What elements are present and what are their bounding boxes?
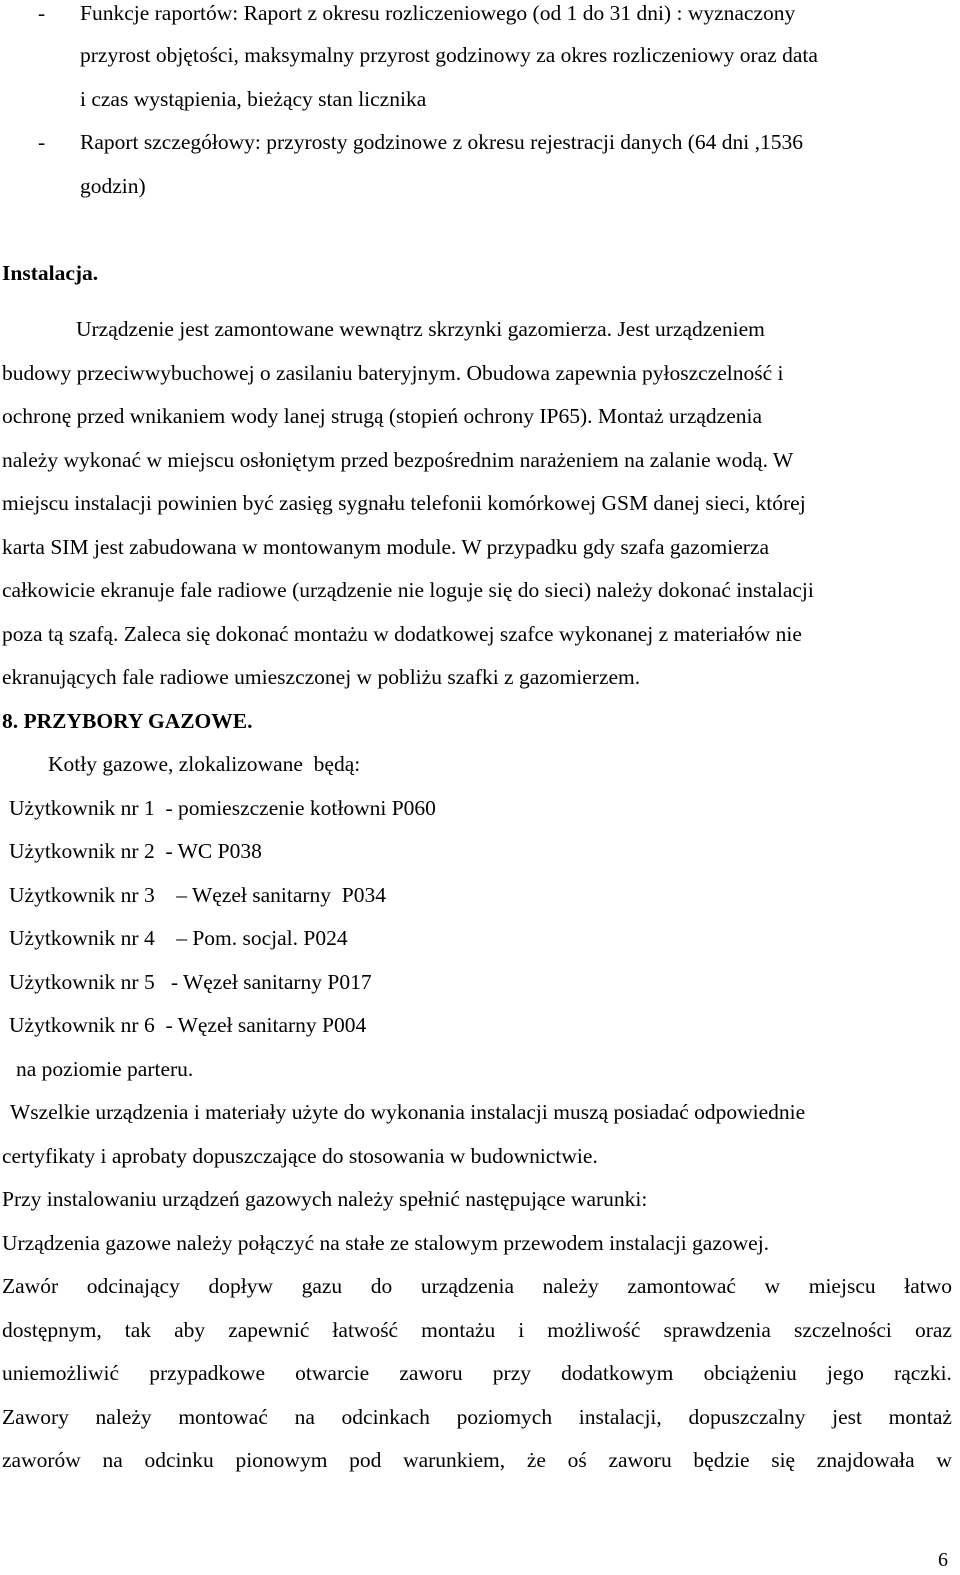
word: zamontować <box>627 1274 736 1298</box>
word: zaworów <box>2 1448 81 1472</box>
word: urządzenia <box>420 1274 514 1298</box>
word: sprawdzenia <box>663 1318 771 1342</box>
word: pionowym <box>235 1448 328 1472</box>
conditions-intro: Przy instalowaniu urządzeń gazowych należy spełnić następujące warunki: <box>2 1187 648 1211</box>
word: możliwość <box>547 1318 641 1342</box>
bullet-1-line-2: przyrost objętości, maksymalny przyrost godzinowy za okres rozliczeniowy oraz data <box>80 43 818 67</box>
word: się <box>771 1448 796 1472</box>
word: pod <box>349 1448 382 1472</box>
word: Zawór <box>2 1274 59 1298</box>
word: otwarcie <box>295 1361 370 1385</box>
word: i <box>518 1318 525 1342</box>
boilers-intro: Kotły gazowe, zlokalizowane będą: <box>48 752 361 776</box>
word: zapewnić <box>228 1318 310 1342</box>
section-heading-installation: Instalacja. <box>2 261 99 285</box>
word: znajdowała <box>816 1448 915 1472</box>
bullet-1-line-3: i czas wystąpienia, bieżący stan licznika <box>80 87 427 111</box>
installation-line-2: budowy przeciwwybuchowej o zasilaniu bateryjnym. Obudowa zapewnia pyłoszczelność i <box>2 361 784 385</box>
valve-line-1 <box>2 1273 952 1299</box>
word: należy <box>95 1405 152 1429</box>
word: obciążeniu <box>703 1361 797 1385</box>
word: oraz <box>914 1318 952 1342</box>
word: zaworu <box>399 1361 463 1385</box>
word: dopuszczalny <box>688 1405 806 1429</box>
word: oś <box>567 1448 587 1472</box>
word: uniemożliwić <box>2 1361 120 1385</box>
word: jego <box>826 1361 864 1385</box>
word: odcinkach <box>341 1405 430 1429</box>
user-line-6: Użytkownik nr 6 - Węzeł sanitarny P004 <box>9 1013 367 1037</box>
word: zaworu <box>608 1448 672 1472</box>
word: że <box>526 1448 546 1472</box>
user-line-3: Użytkownik nr 3 – Węzeł sanitarny P034 <box>9 883 386 907</box>
word: Zawory <box>2 1405 69 1429</box>
word: na <box>294 1405 315 1429</box>
word: miejscu <box>808 1274 876 1298</box>
bullet-2-text-1: Raport szczegółowy: przyrosty godzinowe z okresu rejestracji danych (64 dni ,1536 <box>80 130 804 154</box>
word: do <box>370 1274 393 1298</box>
word: będzie <box>693 1448 750 1472</box>
word: tak <box>124 1318 152 1342</box>
installation-line-8: poza tą szafą. Zaleca się dokonać montażu w dodatkowej szafce wykonanej z materiałów nie <box>2 622 802 646</box>
certificates-line-2: certyfikaty i aprobaty dopuszczające do stosowania w budownictwie. <box>2 1144 598 1168</box>
connection-line: Urządzenia gazowe należy połączyć na stałe ze stalowym przewodem instalacji gazowej. <box>2 1231 770 1255</box>
valve-line-3 <box>2 1360 952 1386</box>
word: łatwo <box>904 1274 952 1298</box>
floor-note: na poziomie parteru. <box>16 1057 194 1081</box>
word: przypadkowe <box>149 1361 266 1385</box>
word: łatwość <box>332 1318 399 1342</box>
installation-line-4: należy wykonać w miejscu osłoniętym przed bezpośrednim narażeniem na zalanie wodą. W <box>2 448 794 472</box>
word: dopływ <box>208 1274 273 1298</box>
bullet-dash: - <box>38 130 46 154</box>
word: aby <box>174 1318 206 1342</box>
word: odcinku <box>144 1448 214 1472</box>
word: należy <box>542 1274 599 1298</box>
word: szczelności <box>793 1318 892 1342</box>
installation-line-7: całkowicie ekranuje fale radiowe (urządzenie nie loguje się do sieci) należy dokonać instalacji <box>2 578 814 602</box>
valve-line-5 <box>2 1447 952 1473</box>
page-number: 6 <box>938 1549 948 1571</box>
valve-line-4 <box>2 1404 952 1430</box>
installation-line-9: ekranujących fale radiowe umieszczonej w pobliżu szafki z gazomierzem. <box>2 665 641 689</box>
bullet-dash: - <box>38 1 46 25</box>
word: odcinający <box>86 1274 180 1298</box>
section-heading-8: 8. PRZYBORY GAZOWE. <box>2 709 253 733</box>
valve-line-2 <box>2 1317 952 1343</box>
word: w <box>764 1274 781 1298</box>
user-line-1: Użytkownik nr 1 - pomieszczenie kotłowni P060 <box>9 796 436 820</box>
user-line-5: Użytkownik nr 5 - Węzeł sanitarny P017 <box>9 970 372 994</box>
word: dodatkowym <box>561 1361 674 1385</box>
user-line-4: Użytkownik nr 4 – Pom. socjal. P024 <box>9 926 348 950</box>
word: przy <box>492 1361 531 1385</box>
installation-line-3: ochronę przed wnikaniem wody lanej strugą (stopień ochrony IP65). Montaż urządzenia <box>2 404 763 428</box>
bullet-2-line-2: godzin) <box>80 174 146 198</box>
bullet-1-text-1: Funkcje raportów: Raport z okresu rozliczeniowego (od 1 do 31 dni) : wyznaczony <box>80 1 796 25</box>
word: jest <box>832 1405 862 1429</box>
installation-line-6: karta SIM jest zabudowana w montowanym module. W przypadku gdy szafa gazomierza <box>2 535 769 559</box>
word: gazu <box>301 1274 343 1298</box>
word: warunkiem, <box>403 1448 506 1472</box>
word: montażu <box>421 1318 496 1342</box>
word: dostępnym, <box>2 1318 102 1342</box>
word: w <box>936 1448 952 1472</box>
word: rączki. <box>894 1361 952 1385</box>
word: na <box>102 1448 123 1472</box>
word: instalacji, <box>578 1405 662 1429</box>
word: montować <box>178 1405 268 1429</box>
installation-line-1: Urządzenie jest zamontowane wewnątrz skrzynki gazomierza. Jest urządzeniem <box>76 317 765 341</box>
installation-line-5: miejscu instalacji powinien być zasięg sygnału telefonii komórkowej GSM danej sieci, której <box>2 491 806 515</box>
word: poziomych <box>456 1405 553 1429</box>
word: montaż <box>888 1405 952 1429</box>
user-line-2: Użytkownik nr 2 - WC P038 <box>9 839 262 863</box>
certificates-line-1: Wszelkie urządzenia i materiały użyte do wykonania instalacji muszą posiadać odpowiednie <box>10 1100 806 1124</box>
